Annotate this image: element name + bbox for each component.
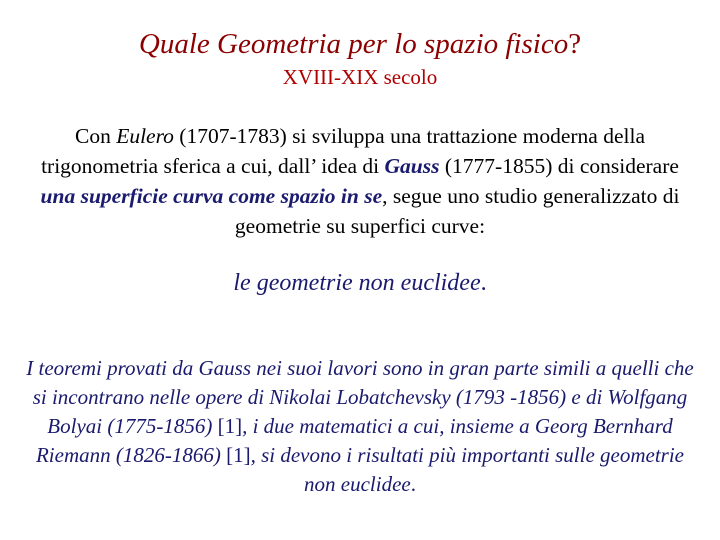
conclusion-dot: . bbox=[480, 270, 487, 296]
theorems-final-dot: . bbox=[410, 472, 416, 496]
slide-title-text: Quale Geometria per lo spazio fisico bbox=[138, 28, 569, 60]
slide-title-mark: ? bbox=[568, 28, 582, 60]
intro-text-1: Con bbox=[74, 124, 117, 148]
theorems-text-3: , si devono i risultati più importanti sulle geometrie non euclidee bbox=[250, 443, 685, 496]
intro-text-4: , segue uno studio generalizzato di geometrie su superfici curve: bbox=[234, 184, 680, 238]
curved-surface-emphasis: una superficie curva come spazio in se bbox=[40, 184, 383, 208]
conclusion-text: le geometrie non euclidee bbox=[233, 270, 481, 296]
intro-text-2: (1707-1783) si sviluppa una trattazione moderna della trigonometria sferica a cui, dall’ idea di bbox=[41, 124, 645, 178]
intro-paragraph bbox=[30, 121, 690, 241]
theorems-paragraph bbox=[22, 354, 698, 499]
reference-2: [1] bbox=[226, 443, 251, 467]
intro-text-3: (1777-1855) di considerare bbox=[439, 154, 679, 178]
non-euclidean-conclusion bbox=[0, 266, 720, 300]
gauss-name: Gauss bbox=[384, 154, 440, 178]
slide-title bbox=[0, 26, 720, 62]
reference-1: [1] bbox=[217, 414, 243, 438]
theorems-text-2: , i due matematici a cui, insieme a Georg Bernhard Riemann (1826-1866) bbox=[35, 414, 673, 467]
eulero-name: Eulero bbox=[116, 124, 174, 148]
theorems-text-1: I teoremi provati da Gauss nei suoi lavori sono in gran parte simili a quelli che si incontrano nelle opere di Nikolai Lobatchevsky (1793 -1856) e di Wolfgang Bolyai (1775-1856) bbox=[26, 356, 694, 438]
slide-subtitle: XVIII-XIX secolo bbox=[282, 65, 438, 89]
